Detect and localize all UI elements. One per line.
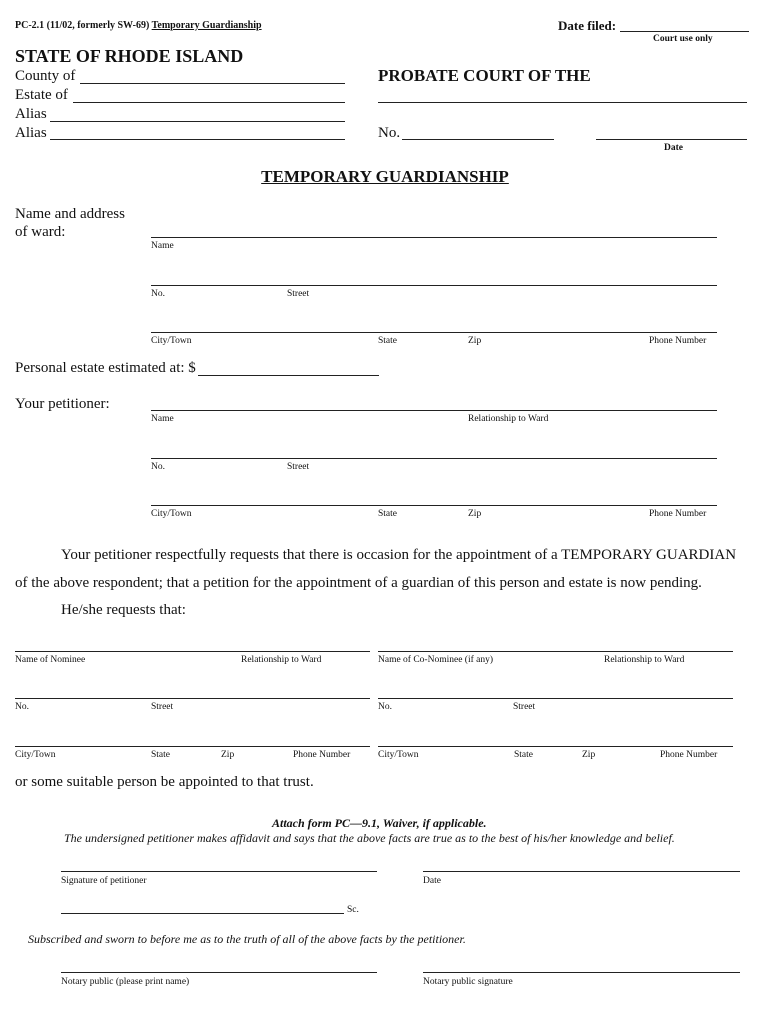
nominee-street-caption: Street bbox=[151, 702, 174, 712]
ward-name-field[interactable] bbox=[151, 237, 717, 238]
signature-date-field[interactable] bbox=[423, 871, 740, 872]
petitioner-signature-field[interactable] bbox=[61, 871, 377, 872]
petitioner-city-field[interactable] bbox=[151, 505, 717, 506]
sc-field[interactable] bbox=[61, 913, 344, 914]
body-line-2: of the above respondent; that a petition for the appointment of a guardian of this person and estate is now pending. bbox=[15, 575, 702, 591]
estate-estimate-label: Personal estate estimated at: $ bbox=[15, 360, 196, 376]
nominee-city-field[interactable] bbox=[15, 746, 370, 747]
co-nominee-city-caption: City/Town bbox=[378, 750, 419, 760]
notary-signature-caption: Notary public signature bbox=[423, 977, 513, 987]
date-filed-field[interactable] bbox=[620, 31, 749, 32]
ward-street-caption: Street bbox=[287, 289, 310, 299]
alias1-field[interactable] bbox=[50, 121, 345, 122]
ward-city-caption: City/Town bbox=[151, 336, 192, 346]
date-filed-label: Date filed: bbox=[558, 18, 617, 33]
ward-address-field[interactable] bbox=[151, 285, 717, 286]
co-nominee-street-caption: Street bbox=[513, 702, 536, 712]
sc-label: Sc. bbox=[347, 905, 359, 915]
attach-note: Attach form PC—9.1, Waiver, if applicable. bbox=[272, 816, 487, 830]
notary-name-caption: Notary public (please print name) bbox=[61, 977, 190, 987]
ward-name-caption: Name bbox=[151, 241, 174, 251]
county-field[interactable] bbox=[80, 83, 345, 84]
nominee-relationship-caption: Relationship to Ward bbox=[241, 655, 322, 665]
document-title: TEMPORARY GUARDIANSHIP bbox=[261, 167, 509, 186]
petitioner-address-field[interactable] bbox=[151, 458, 717, 459]
estate-field[interactable] bbox=[73, 102, 345, 103]
ward-city-field[interactable] bbox=[151, 332, 717, 333]
ward-phone-caption: Phone Number bbox=[649, 336, 707, 346]
case-no-field[interactable] bbox=[402, 139, 554, 140]
affidavit-text: The undersigned petitioner makes affidavit and says that the above facts are true as to the best of his/her knowledge and belief. bbox=[64, 831, 675, 845]
petitioner-zip-caption: Zip bbox=[468, 509, 482, 519]
petitioner-city-caption: City/Town bbox=[151, 509, 192, 519]
ward-label-2: of ward: bbox=[15, 224, 66, 240]
signature-date-caption: Date bbox=[423, 876, 441, 886]
petitioner-name-field[interactable] bbox=[151, 410, 717, 411]
nominee-no-caption: No. bbox=[15, 702, 29, 712]
ward-state-caption: State bbox=[378, 336, 397, 346]
estate-estimate-field[interactable] bbox=[198, 375, 379, 376]
co-nominee-address-field[interactable] bbox=[378, 698, 733, 699]
ward-no-caption: No. bbox=[151, 289, 165, 299]
county-label: County of bbox=[15, 68, 76, 84]
estate-label: Estate of bbox=[15, 87, 68, 103]
notary-signature-field[interactable] bbox=[423, 972, 740, 973]
form-code bbox=[15, 20, 262, 31]
state-heading: STATE OF RHODE ISLAND bbox=[15, 46, 244, 66]
alias2-label: Alias bbox=[15, 125, 47, 141]
co-nominee-relationship-caption: Relationship to Ward bbox=[604, 655, 685, 665]
court-heading: PROBATE COURT OF THE bbox=[378, 66, 591, 85]
nominee-phone-caption: Phone Number bbox=[293, 750, 351, 760]
alias2-field[interactable] bbox=[50, 139, 345, 140]
court-name-field[interactable] bbox=[378, 102, 747, 103]
ward-label-1: Name and address bbox=[15, 206, 125, 222]
notary-name-field[interactable] bbox=[61, 972, 377, 973]
co-nominee-state-caption: State bbox=[514, 750, 533, 760]
co-nominee-city-field[interactable] bbox=[378, 746, 733, 747]
nominee-zip-caption: Zip bbox=[221, 750, 235, 760]
co-nominee-zip-caption: Zip bbox=[582, 750, 596, 760]
nominee-state-caption: State bbox=[151, 750, 170, 760]
petitioner-street-caption: Street bbox=[287, 462, 310, 472]
body-line-1: Your petitioner respectfully requests that there is occasion for the appointment of a TEMPORARY GUARDIAN bbox=[61, 547, 737, 563]
alias1-label: Alias bbox=[15, 106, 47, 122]
nominee-address-field[interactable] bbox=[15, 698, 370, 699]
petitioner-label: Your petitioner: bbox=[15, 396, 110, 412]
co-nominee-phone-caption: Phone Number bbox=[660, 750, 718, 760]
court-use-only: Court use only bbox=[653, 34, 713, 44]
form-code-text: PC-2.1 (11/02, formerly SW-69) bbox=[15, 20, 150, 31]
petitioner-relationship-caption: Relationship to Ward bbox=[468, 414, 549, 424]
sworn-statement: Subscribed and sworn to before me as to the truth of all of the above facts by the petitioner. bbox=[28, 932, 466, 946]
petitioner-no-caption: No. bbox=[151, 462, 165, 472]
co-nominee-name-field[interactable] bbox=[378, 651, 733, 652]
petitioner-state-caption: State bbox=[378, 509, 397, 519]
petitioner-phone-caption: Phone Number bbox=[649, 509, 707, 519]
court-date-label: Date bbox=[664, 143, 683, 153]
case-no-label: No. bbox=[378, 125, 401, 141]
co-nominee-name-caption: Name of Co-Nominee (if any) bbox=[378, 655, 494, 665]
suitable-person-text: or some suitable person be appointed to that trust. bbox=[15, 774, 314, 790]
ward-zip-caption: Zip bbox=[468, 336, 482, 346]
form-title: Temporary Guardianship bbox=[151, 20, 262, 31]
co-nominee-no-caption: No. bbox=[378, 702, 392, 712]
petitioner-signature-caption: Signature of petitioner bbox=[61, 876, 147, 886]
court-date-field[interactable] bbox=[596, 139, 747, 140]
petitioner-name-caption: Name bbox=[151, 414, 174, 424]
nominee-city-caption: City/Town bbox=[15, 750, 56, 760]
body-line-3: He/she requests that: bbox=[61, 602, 186, 618]
nominee-name-field[interactable] bbox=[15, 651, 370, 652]
nominee-name-caption: Name of Nominee bbox=[15, 655, 86, 665]
